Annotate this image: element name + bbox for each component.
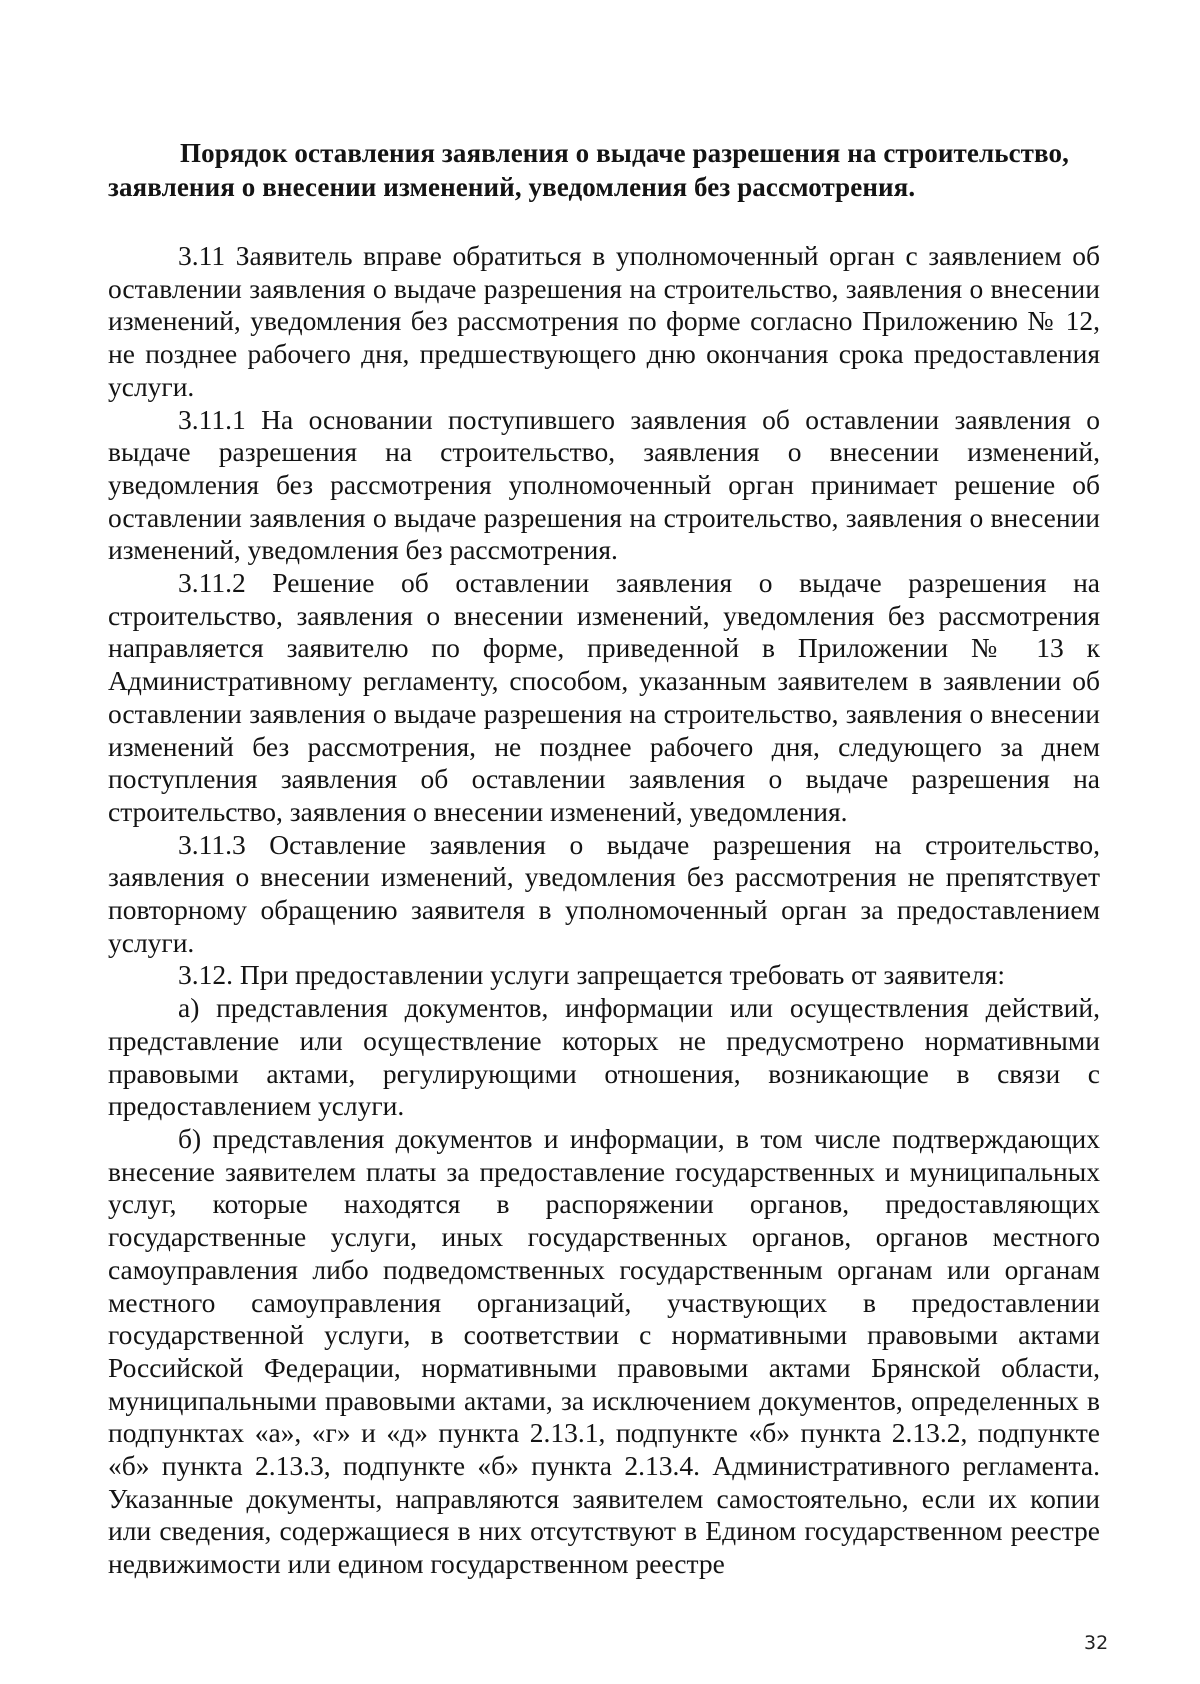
paragraph-3-11-2: 3.11.2 Решение об оставлении заявления о выдаче разрешения на строительство, заявления о внесении изменений, уведомления без рассмотрения направляется заявителю по форме, приведенной в Приложении № 13 к Административному регламенту, способом, указанным заявителем в заявлении об оставлении заявления о выдаче разрешения на строительство, заявления о внесении изменений без рассмотрения, не позднее рабочего дня, следующего за днем поступления заявления об оставлении заявления о выдаче разрешения на строительство, заявления о внесении изменений, уведомления. <box>108 567 1100 827</box>
paragraph-3-11-3: 3.11.3 Оставление заявления о выдаче разрешения на строительство, заявления о внесении изменений, уведомления без рассмотрения не препятствует повторному обращению заявителя в уполномоченный орган за предоставлением услуги. <box>108 828 1100 958</box>
document-body <box>108 240 1100 1581</box>
paragraph-3-11-1: 3.11.1 На основании поступившего заявления об оставлении заявления о выдаче разрешения на строительство, заявления о внесении изменений, уведомления без рассмотрения уполномоченный орган принимает решение об оставлении заявления о выдаче разрешения на строительство, заявления о внесении изменений, уведомления без рассмотрения. <box>108 403 1100 566</box>
page-number: 32 <box>1084 1632 1109 1654</box>
paragraph-3-12-b: б) представления документов и информации, в том числе подтверждающих внесение заявителем платы за предоставление государственных и муниципальных услуг, которые находятся в распоряжении органов, предоставляющих государственные услуги, иных государственных органов, органов местного самоуправления либо подведомственных государственным органам или органам местного самоуправления организаций, участвующих в предоставлении государственной услуги, в соответствии с нормативными правовыми актами Российской Федерации, нормативными правовыми актами Брянской области, муниципальными правовыми актами, за исключением документов, определенных в подпунктах «а», «г» и «д» пункта 2.13.1, подпункте «б» пункта 2.13.2, подпункте «б» пункта 2.13.3, подпункте «б» пункта 2.13.4. Административного регламента. Указанные документы, направляются заявителем самостоятельно, если их копии или сведения, содержащиеся в них отсутствуют в Едином государственном реестре недвижимости или едином государственном реестре <box>108 1122 1100 1580</box>
paragraph-3-12-a: а) представления документов, информации или осуществления действий, представление или осуществление которых не предусмотрено нормативными правовыми актами, регулирующими отношения, возникающие в связи с предоставлением услуги. <box>108 992 1100 1122</box>
paragraph-3-12: 3.12. При предоставлении услуги запрещается требовать от заявителя: <box>178 959 1006 991</box>
section-heading <box>108 136 1100 204</box>
section-heading-line-2: заявления о внесении изменений, уведомления без рассмотрения. <box>108 172 916 202</box>
paragraph-3-11: 3.11 Заявитель вправе обратиться в уполномоченный орган с заявлением об оставлении заявления о выдаче разрешения на строительство, заявления о внесении изменений, уведомления без рассмотрения по форме согласно Приложению № 12, не позднее рабочего дня, предшествующего дню окончания срока предоставления услуги. <box>108 240 1100 402</box>
section-heading-line-1: Порядок оставления заявления о выдаче разрешения на строительство, <box>180 138 1069 168</box>
